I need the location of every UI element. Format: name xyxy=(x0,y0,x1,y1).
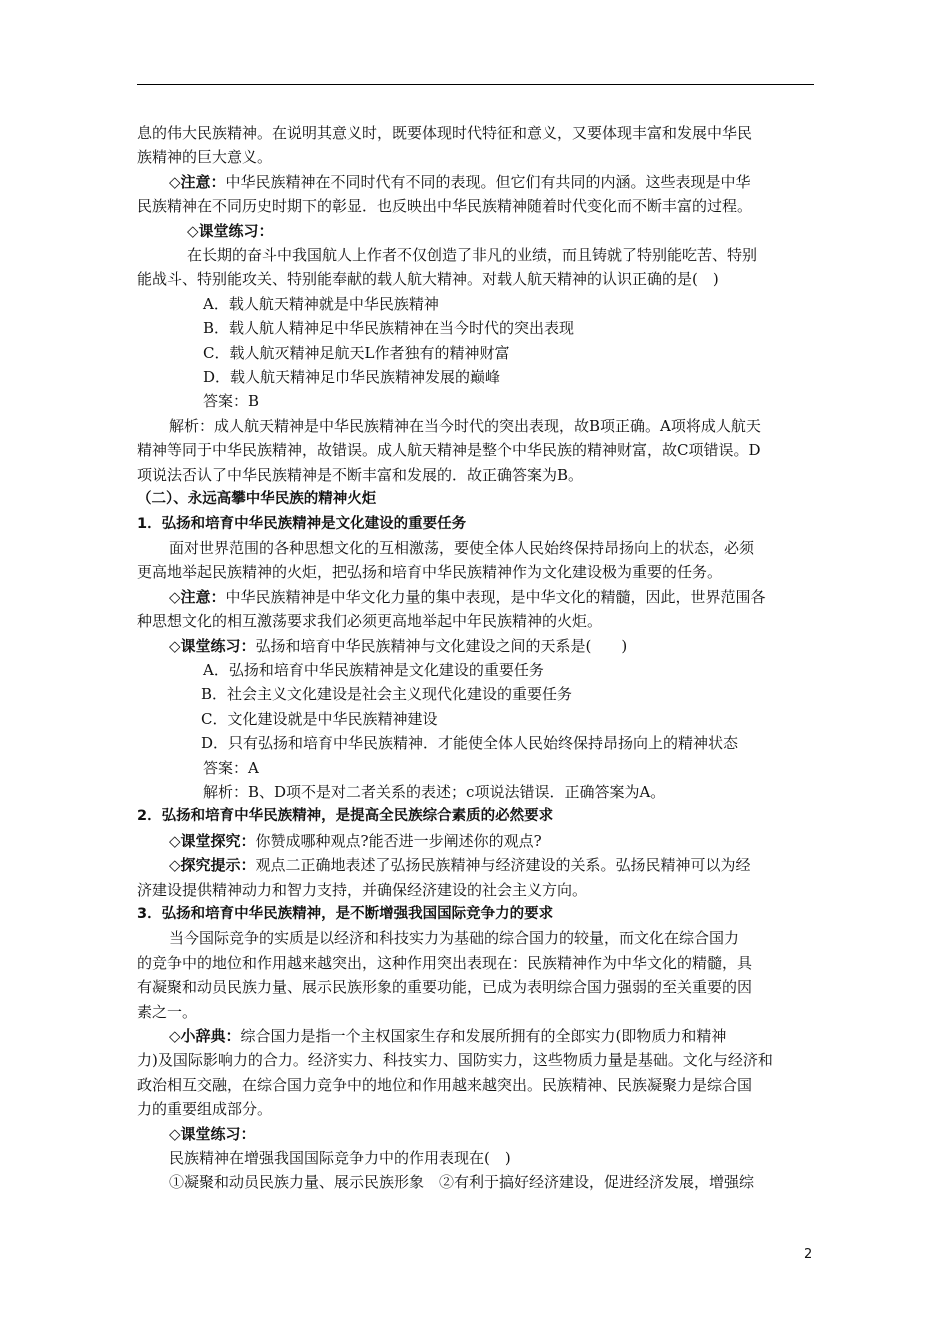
glossary-line xyxy=(137,1024,814,1048)
exercise-label: ◇课堂练习： xyxy=(187,221,274,240)
page-number: 2 xyxy=(804,1247,813,1262)
exercise-text: 弘扬和培育中华民族精神与文化建设之间的天系是( ) xyxy=(255,636,628,655)
paragraph-line: 有凝聚和动员民族力量、展示民族形象的重要功能，已成为表明综合国力强弱的至关重要的因 xyxy=(137,978,753,997)
paragraph-line: 族精神的巨大意义。 xyxy=(137,148,273,167)
subsection-heading: 3．弘扬和培育中华民族精神，是不断增强我国国际竞争力的要求 xyxy=(137,906,554,922)
hint-text: 观点二正确地表述了弘扬民族精神与经济建设的关系。弘扬民精神可以为经 xyxy=(255,856,751,875)
paragraph-line: 素之一。 xyxy=(137,1002,198,1021)
paragraph-line: 力的重要组成部分。 xyxy=(137,1100,273,1119)
exercise-label: ◇课堂练习： xyxy=(169,1124,256,1143)
option-b: B．社会主义文化建设是社会主义现代化建设的重要任务 xyxy=(201,685,573,704)
section-heading: （二）、永远高攀中华民族的精神火炬 xyxy=(137,491,377,508)
option-d: D．只有弘扬和培育中华民族精神．才能使全体人民始终保持昂扬向上的精神状态 xyxy=(201,734,739,753)
note-line xyxy=(137,585,814,609)
answer-line: 答案：A xyxy=(203,758,259,777)
paragraph-line: 济建设提供精神动力和智力支持，并确保经济建设的社会主义方向。 xyxy=(137,880,588,899)
glossary-label: ◇小辞典： xyxy=(169,1027,241,1046)
paragraph-line: 面对世界范围的各种思想文化的互相激荡，要使全体人民始终保持昂扬向上的状态，必须 xyxy=(169,538,755,557)
question-line: 民族精神在增强我国国际竞争力中的作用表现在( ) xyxy=(169,1149,511,1168)
option-c: C．文化建设就是中华民族精神建设 xyxy=(201,709,438,728)
paragraph-line: 的竞争中的地位和作用越来越突出，这种作用突出表现在：民族精神作为中华文化的精髓，具 xyxy=(137,953,753,972)
inquiry-line xyxy=(137,829,814,853)
paragraph-line: 种思想文化的相互激荡要求我们必须更高地举起中年民族精神的火炬。 xyxy=(137,612,603,631)
paragraph-line: 力)及国际影响力的合力。经济实力、科技实力、国防实力，这些物质力量是基础。文化与经济和 xyxy=(137,1051,773,1070)
paragraph-line: 政治相互交融，在综合国力竞争中的地位和作用越来越突出。民族精神、民族凝聚力是综合国 xyxy=(137,1075,753,1094)
note-line xyxy=(137,170,814,194)
option-a: A．弘扬和培育中华民族精神是文化建设的重要任务 xyxy=(203,660,544,679)
paragraph-line: 息的伟大民族精神。在说明其意义时，既要体现时代特征和意义，又要体现丰富和发展中华民 xyxy=(137,124,753,142)
note-label: ◇注意： xyxy=(169,172,226,191)
paragraph-line: 民族精神在不同历史时期下的彰显．也反映出中华民族精神随着时代变化而不断丰富的过程。 xyxy=(137,197,753,216)
inquiry-text: 你赞成哪种观点?能否进一步阐述你的观点? xyxy=(255,831,542,850)
question-options-line: ①凝聚和动员民族力量、展示民族形象 ②有利于搞好经济建设，促进经济发展，增强综 xyxy=(169,1173,755,1192)
inquiry-label: ◇课堂探究： xyxy=(169,831,256,850)
note-text: 中华民族精神在不同时代有不同的表现。但它们有共同的内涵。这些表现是中华 xyxy=(225,172,751,191)
analysis-line: 解析：B、D项不是对二者关系的表述；c项说法错误．正确答案为A。 xyxy=(203,782,666,801)
paragraph-line: 当今国际竞争的实质是以经济和科技实力为基础的综合国力的较量，而文化在综合国力 xyxy=(169,929,740,948)
question-line: 能战斗、特别能攻关、特别能奉献的载人航大精神。对载人航天精神的认识正确的是( ) xyxy=(137,270,719,289)
paragraph-line: 更高地举起民族精神的火炬，把弘扬和培育中华民族精神作为文化建设极为重要的任务。 xyxy=(137,563,723,582)
note-label: ◇注意： xyxy=(169,587,226,606)
question-line: 在长期的奋斗中我国航人上作者不仅创造了非凡的业绩，而且铸就了特别能吃苦、特别 xyxy=(187,246,758,265)
option-b: B．载人航人精神足中华民族精神在当今时代的突出表现 xyxy=(203,319,575,338)
answer-line: 答案：B xyxy=(203,392,260,411)
analysis-line: 解析：成人航天精神是中华民族精神在当今时代的突出表现，故B项正确。A项将成人航天 xyxy=(169,416,761,435)
glossary-text: 综合国力是指一个主权国家生存和发展所拥有的全郎实力(即物质力和精神 xyxy=(240,1027,727,1046)
subsection-heading: 2．弘扬和培育中华民族精神，是提高全民族综合素质的必然要求 xyxy=(137,808,554,825)
exercise-line xyxy=(137,634,814,658)
exercise-label: ◇课堂练习： xyxy=(169,636,256,655)
option-c: C．载人航灭精神足航天L作者独有的精神财富 xyxy=(203,343,510,362)
document-body xyxy=(137,121,814,1195)
analysis-line: 项说法否认了中华民族精神是不断丰富和发展的．故正确答案为B。 xyxy=(137,465,584,484)
analysis-line: 精神等同于中华民族精神，故错误。成人航天精神是整个中华民族的精神财富，故C项错误。D xyxy=(137,441,761,460)
hint-label: ◇探究提示： xyxy=(169,856,256,875)
note-text: 中华民族精神是中华文化力量的集中表现，是中华文化的精髓，因此，世界范围各 xyxy=(225,587,766,606)
header-rule xyxy=(137,84,814,85)
option-a: A．载人航天精神就是中华民族精神 xyxy=(203,294,439,313)
option-d: D．载人航天精神足巾华民族精神发展的巅峰 xyxy=(203,368,501,387)
subsection-heading: 1．弘扬和培育中华民族精神是文化建设的重要任务 xyxy=(137,515,467,532)
hint-line xyxy=(137,853,814,877)
